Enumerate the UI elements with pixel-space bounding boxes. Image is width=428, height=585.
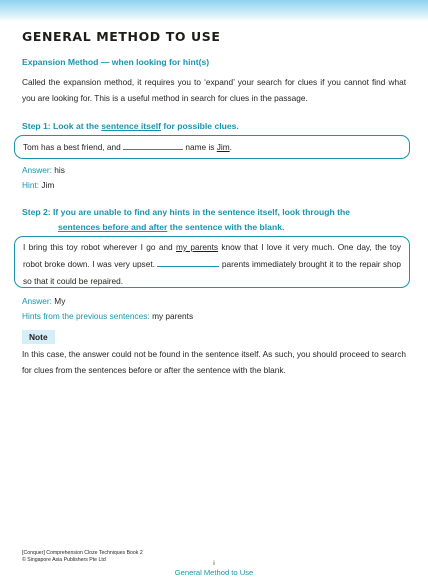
step2-label-end: the sentence with the blank. — [167, 222, 285, 232]
step1-label-text: Step 1: Look at the — [22, 121, 102, 131]
step2-label — [22, 205, 406, 235]
answer-label: Answer: — [22, 296, 52, 306]
step2-passage-mid: know that I love it very much. One day, the toy robot broke down. I was very upset. — [23, 242, 402, 269]
hint-value: Jim — [41, 180, 55, 190]
step1-sentence-end: . — [229, 142, 232, 152]
step2-label-text: Step 2: If you are unable to find any hints in the sentence itself, look through the — [22, 207, 351, 217]
step1-sentence-mid: name is — [183, 142, 217, 152]
step2-hint-phrase: my parents — [175, 242, 219, 252]
footer-page — [0, 559, 428, 577]
step2-passage-end: parents immediately brought it to the repair shop so that it could be repaired. — [23, 259, 402, 286]
hint-label: Hint: — [22, 180, 40, 190]
hint-label: Hints from the previous sentences: — [22, 311, 150, 321]
step2-passage-box — [14, 236, 410, 288]
page-number: i — [213, 560, 215, 567]
answer-value: My — [54, 296, 66, 306]
step2-hint — [22, 310, 193, 322]
step1-label-link: sentence itself — [101, 121, 161, 131]
footer-copyright: © Singapore Asia Publishers Pte Ltd — [22, 557, 106, 563]
expansion-heading: Expansion Method — when looking for hint(s) — [22, 57, 210, 67]
step1-label — [22, 119, 239, 134]
expansion-paragraph: Called the expansion method, it requires you to ‘expand’ your search for clues if you cannot find what you are looking for. This is a useful method in search for clues in the passage. — [22, 77, 406, 103]
step1-hint-word: Jim — [216, 142, 230, 152]
step2-label-link: sentences before and after — [58, 222, 168, 232]
blank-line — [157, 259, 219, 267]
blank-line — [123, 142, 183, 150]
note-badge: Note — [22, 330, 55, 344]
footer-book-title: [Conquer] Comprehension Cloze Techniques Book 2 — [22, 550, 143, 556]
footer-section-name: General Method to Use — [174, 568, 254, 577]
answer-label: Answer: — [22, 165, 52, 175]
page-title: GENERAL METHOD TO USE — [22, 29, 221, 44]
top-decorative-band — [0, 0, 428, 22]
hint-value: my parents — [152, 311, 194, 321]
step1-sentence-start: Tom has a best friend, and — [23, 142, 124, 152]
answer-value: his — [54, 165, 65, 175]
step1-sentence-box — [14, 135, 410, 159]
step2-passage-start: I bring this toy robot wherever I go and — [23, 242, 176, 252]
step2-answer — [22, 295, 65, 307]
note-text: In this case, the answer could not be found in the sentence itself. As such, you should proceed to search for clues from the sentences before or after the sentence with the blank. — [22, 349, 406, 375]
step1-answer — [22, 164, 65, 176]
step1-hint — [22, 179, 54, 191]
step1-label-end: for possible clues. — [160, 121, 239, 131]
